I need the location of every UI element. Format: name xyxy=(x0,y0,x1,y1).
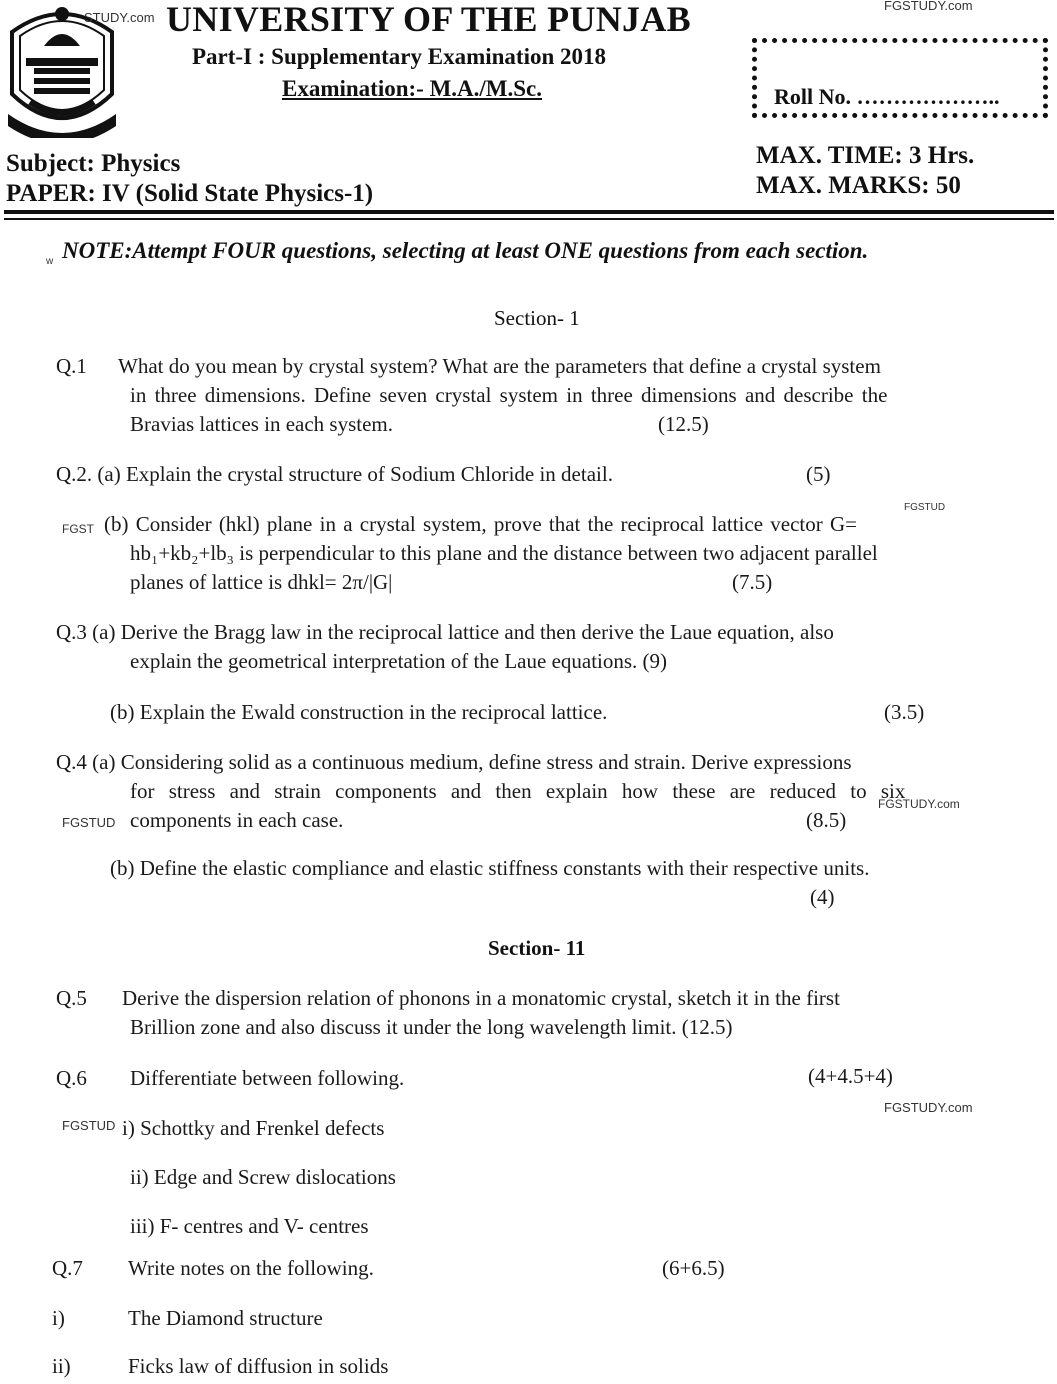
paper-title: PAPER: IV (Solid State Physics-1) xyxy=(6,180,374,207)
q5-line-1: Derive the dispersion relation of phonons in a monatomic crystal, sketch it in the first xyxy=(122,986,840,1010)
watermark-q6-left: FGSTUD xyxy=(62,1118,116,1133)
watermark-q4-left: FGSTUD xyxy=(62,815,116,830)
q2b-marks: (7.5) xyxy=(732,570,773,594)
q1-number: Q.1 xyxy=(56,354,87,378)
q7-number: Q.7 xyxy=(52,1256,83,1280)
subject: Subject: Physics xyxy=(6,150,181,177)
watermark-q6-right: FGSTUDY.com xyxy=(884,1100,973,1115)
q6-marks: (4+4.5+4) xyxy=(808,1064,893,1088)
q6-item-iii: iii) F- centres and V- centres xyxy=(130,1214,369,1238)
q2a-text: Q.2. (a) Explain the crystal structure of Sodium Chloride in detail. xyxy=(56,462,613,486)
q4b-marks: (4) xyxy=(810,885,835,909)
q7-item-i: The Diamond structure xyxy=(128,1306,323,1330)
watermark-note-prefix: w xyxy=(46,256,54,267)
header-rule-thick xyxy=(4,210,1054,214)
q2b-line-2: hb₁+kb₂+lb₃ is perpendicular to this plane and the distance between two adjacent parallel xyxy=(130,541,878,565)
q4a-marks: (8.5) xyxy=(806,808,847,832)
instructions-note: NOTE:Attempt FOUR questions, selecting at least ONE questions from each section. xyxy=(62,238,869,263)
q1-marks: (12.5) xyxy=(658,412,709,436)
q4b-text: (b) Define the elastic compliance and elastic stiffness constants with their respective units. xyxy=(110,856,870,880)
q7-item-i-number: i) xyxy=(52,1306,65,1330)
watermark-q2b-prefix: FGST xyxy=(62,522,94,536)
watermark-top-right: FGSTUDY.com xyxy=(884,0,973,13)
q4a-line-3: components in each case. xyxy=(130,808,344,832)
q2b-line-3: planes of lattice is dhkl= 2π/|G| xyxy=(130,570,393,594)
watermark-q2b-overlay: FGSTUD xyxy=(904,502,946,513)
q7-marks: (6+6.5) xyxy=(662,1256,725,1280)
q6-number: Q.6 xyxy=(56,1066,87,1090)
max-marks: MAX. MARKS: 50 xyxy=(756,172,961,199)
q5-number: Q.5 xyxy=(56,986,87,1010)
q7-text: Write notes on the following. xyxy=(128,1256,374,1280)
q6-item-ii: ii) Edge and Screw dislocations xyxy=(130,1165,396,1189)
q4a-line-1: Q.4 (a) Considering solid as a continuous medium, define stress and strain. Derive expressions xyxy=(56,750,852,774)
q2a-marks: (5) xyxy=(806,462,831,486)
q1-line-2: in three dimensions. Define seven crystal system in three dimensions and describe the xyxy=(130,383,888,407)
exam-type: Examination:- M.A./M.Sc. xyxy=(282,76,543,101)
q1-line-3: Bravias lattices in each system. xyxy=(130,412,394,436)
max-time: MAX. TIME: 3 Hrs. xyxy=(756,142,975,169)
watermark-top-left: STUDY.com xyxy=(84,10,155,25)
university-name: UNIVERSITY OF THE PUNJAB xyxy=(166,0,691,39)
watermark-q4-right: FGSTUDY.com xyxy=(878,797,960,811)
q2b-line-1: (b) Consider (hkl) plane in a crystal system, prove that the reciprocal lattice vector G= xyxy=(104,512,858,536)
section-2-title: Section- 11 xyxy=(488,936,586,960)
q6-text: Differentiate between following. xyxy=(130,1066,405,1090)
roll-number-field: Roll No. ……………….. xyxy=(774,84,1000,109)
q6-item-i: i) Schottky and Frenkel defects xyxy=(122,1116,385,1140)
q4a-line-2: for stress and strain components and then explain how these are reduced to six xyxy=(130,779,906,803)
q7-item-ii: Ficks law of diffusion in solids xyxy=(128,1354,389,1378)
exam-line: Part-I : Supplementary Examination 2018 xyxy=(192,44,606,69)
q3b-marks: (3.5) xyxy=(884,700,925,724)
q5-line-2: Brillion zone and also discuss it under the long wavelength limit. (12.5) xyxy=(130,1015,733,1039)
q7-item-ii-number: ii) xyxy=(52,1354,71,1378)
q1-line-1: What do you mean by crystal system? What are the parameters that define a crystal system xyxy=(118,354,881,378)
header-rule-thin xyxy=(4,218,1054,220)
section-1-title: Section- 1 xyxy=(494,306,580,330)
q3a-line-1: Q.3 (a) Derive the Bragg law in the reciprocal lattice and then derive the Laue equation, also xyxy=(56,620,834,644)
q3a-line-2: explain the geometrical interpretation of the Laue equations. (9) xyxy=(130,649,668,673)
q3b-text: (b) Explain the Ewald construction in the reciprocal lattice. xyxy=(110,700,608,724)
